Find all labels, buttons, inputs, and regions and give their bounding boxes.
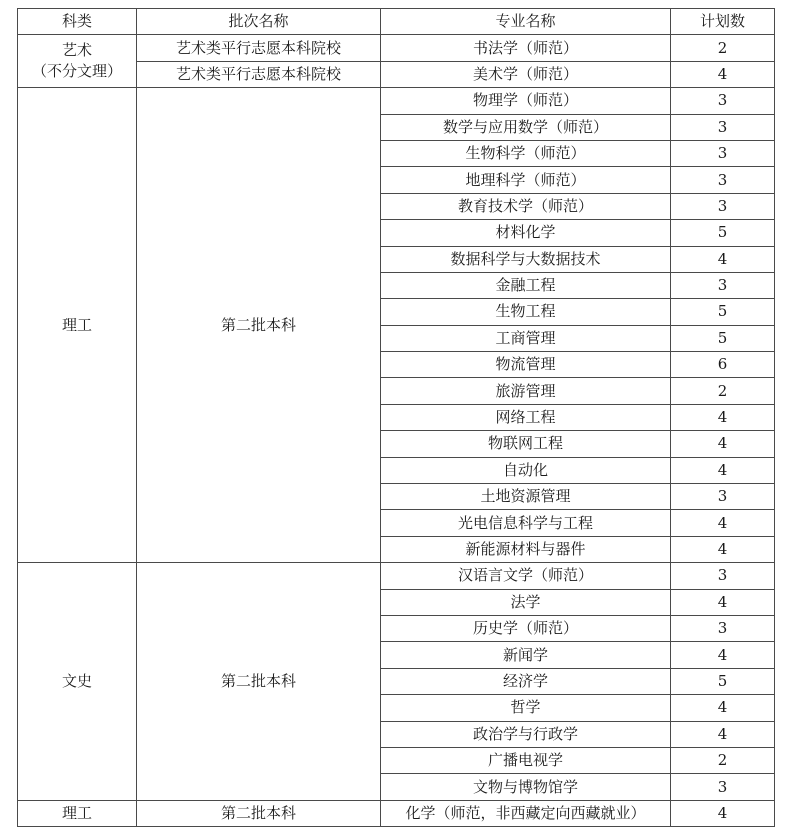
major-cell: 数学与应用数学（师范） bbox=[381, 114, 671, 140]
plan-cell: 3 bbox=[671, 88, 775, 114]
plan-cell: 4 bbox=[671, 457, 775, 483]
table-row bbox=[18, 800, 775, 826]
major-cell: 哲学 bbox=[381, 695, 671, 721]
major-cell: 新能源材料与器件 bbox=[381, 536, 671, 562]
category-cell-science: 理工 bbox=[18, 800, 137, 826]
major-cell: 文物与博物馆学 bbox=[381, 774, 671, 800]
plan-cell: 4 bbox=[671, 589, 775, 615]
batch-cell: 艺术类平行志愿本科院校 bbox=[137, 35, 381, 61]
plan-cell: 2 bbox=[671, 378, 775, 404]
major-cell: 土地资源管理 bbox=[381, 484, 671, 510]
plan-cell: 3 bbox=[671, 193, 775, 219]
major-cell: 旅游管理 bbox=[381, 378, 671, 404]
major-cell: 材料化学 bbox=[381, 220, 671, 246]
plan-cell: 5 bbox=[671, 668, 775, 694]
plan-cell: 4 bbox=[671, 431, 775, 457]
enrollment-plan-table bbox=[17, 8, 775, 827]
major-cell: 美术学（师范） bbox=[381, 61, 671, 87]
major-cell: 历史学（师范） bbox=[381, 615, 671, 641]
major-cell: 物理学（师范） bbox=[381, 88, 671, 114]
plan-cell: 3 bbox=[671, 114, 775, 140]
plan-cell: 2 bbox=[671, 747, 775, 773]
table-row bbox=[18, 563, 775, 589]
header-category: 科类 bbox=[18, 9, 137, 35]
major-cell: 工商管理 bbox=[381, 325, 671, 351]
plan-cell: 4 bbox=[671, 404, 775, 430]
major-cell: 生物工程 bbox=[381, 299, 671, 325]
plan-cell: 4 bbox=[671, 800, 775, 826]
major-cell: 新闻学 bbox=[381, 642, 671, 668]
major-cell: 广播电视学 bbox=[381, 747, 671, 773]
plan-cell: 4 bbox=[671, 721, 775, 747]
plan-cell: 3 bbox=[671, 272, 775, 298]
table-body bbox=[18, 35, 775, 827]
plan-cell: 4 bbox=[671, 61, 775, 87]
category-cell-arts bbox=[18, 35, 137, 88]
batch-cell: 第二批本科 bbox=[137, 563, 381, 801]
plan-cell: 4 bbox=[671, 510, 775, 536]
major-cell: 法学 bbox=[381, 589, 671, 615]
major-cell: 化学（师范，非西藏定向西藏就业） bbox=[381, 800, 671, 826]
major-cell: 教育技术学（师范） bbox=[381, 193, 671, 219]
major-cell: 光电信息科学与工程 bbox=[381, 510, 671, 536]
header-plan: 计划数 bbox=[671, 9, 775, 35]
header-row bbox=[18, 9, 775, 35]
major-cell: 数据科学与大数据技术 bbox=[381, 246, 671, 272]
plan-cell: 5 bbox=[671, 220, 775, 246]
plan-cell: 3 bbox=[671, 615, 775, 641]
major-cell: 物联网工程 bbox=[381, 431, 671, 457]
major-cell: 书法学（师范） bbox=[381, 35, 671, 61]
category-cell-liberal-arts: 文史 bbox=[18, 563, 137, 801]
major-cell: 地理科学（师范） bbox=[381, 167, 671, 193]
major-cell: 经济学 bbox=[381, 668, 671, 694]
plan-cell: 5 bbox=[671, 325, 775, 351]
table-row bbox=[18, 88, 775, 114]
plan-cell: 4 bbox=[671, 695, 775, 721]
major-cell: 网络工程 bbox=[381, 404, 671, 430]
major-cell: 汉语言文学（师范） bbox=[381, 563, 671, 589]
plan-cell: 3 bbox=[671, 484, 775, 510]
major-cell: 生物科学（师范） bbox=[381, 140, 671, 166]
category-arts-line2: （不分文理） bbox=[31, 62, 122, 81]
plan-cell: 3 bbox=[671, 563, 775, 589]
category-arts-line1: 艺术 bbox=[61, 41, 92, 60]
batch-cell: 第二批本科 bbox=[137, 800, 381, 826]
header-major: 专业名称 bbox=[381, 9, 671, 35]
batch-cell: 艺术类平行志愿本科院校 bbox=[137, 61, 381, 87]
batch-cell: 第二批本科 bbox=[137, 88, 381, 563]
plan-cell: 4 bbox=[671, 536, 775, 562]
plan-cell: 4 bbox=[671, 246, 775, 272]
plan-cell: 5 bbox=[671, 299, 775, 325]
major-cell: 物流管理 bbox=[381, 352, 671, 378]
major-cell: 自动化 bbox=[381, 457, 671, 483]
plan-cell: 3 bbox=[671, 167, 775, 193]
plan-cell: 3 bbox=[671, 140, 775, 166]
major-cell: 金融工程 bbox=[381, 272, 671, 298]
category-cell-science: 理工 bbox=[18, 88, 137, 563]
major-cell: 政治学与行政学 bbox=[381, 721, 671, 747]
plan-cell: 2 bbox=[671, 35, 775, 61]
table-row bbox=[18, 35, 775, 61]
header-batch: 批次名称 bbox=[137, 9, 381, 35]
plan-cell: 3 bbox=[671, 774, 775, 800]
enrollment-plan-table-wrapper bbox=[17, 8, 775, 827]
plan-cell: 4 bbox=[671, 642, 775, 668]
plan-cell: 6 bbox=[671, 352, 775, 378]
